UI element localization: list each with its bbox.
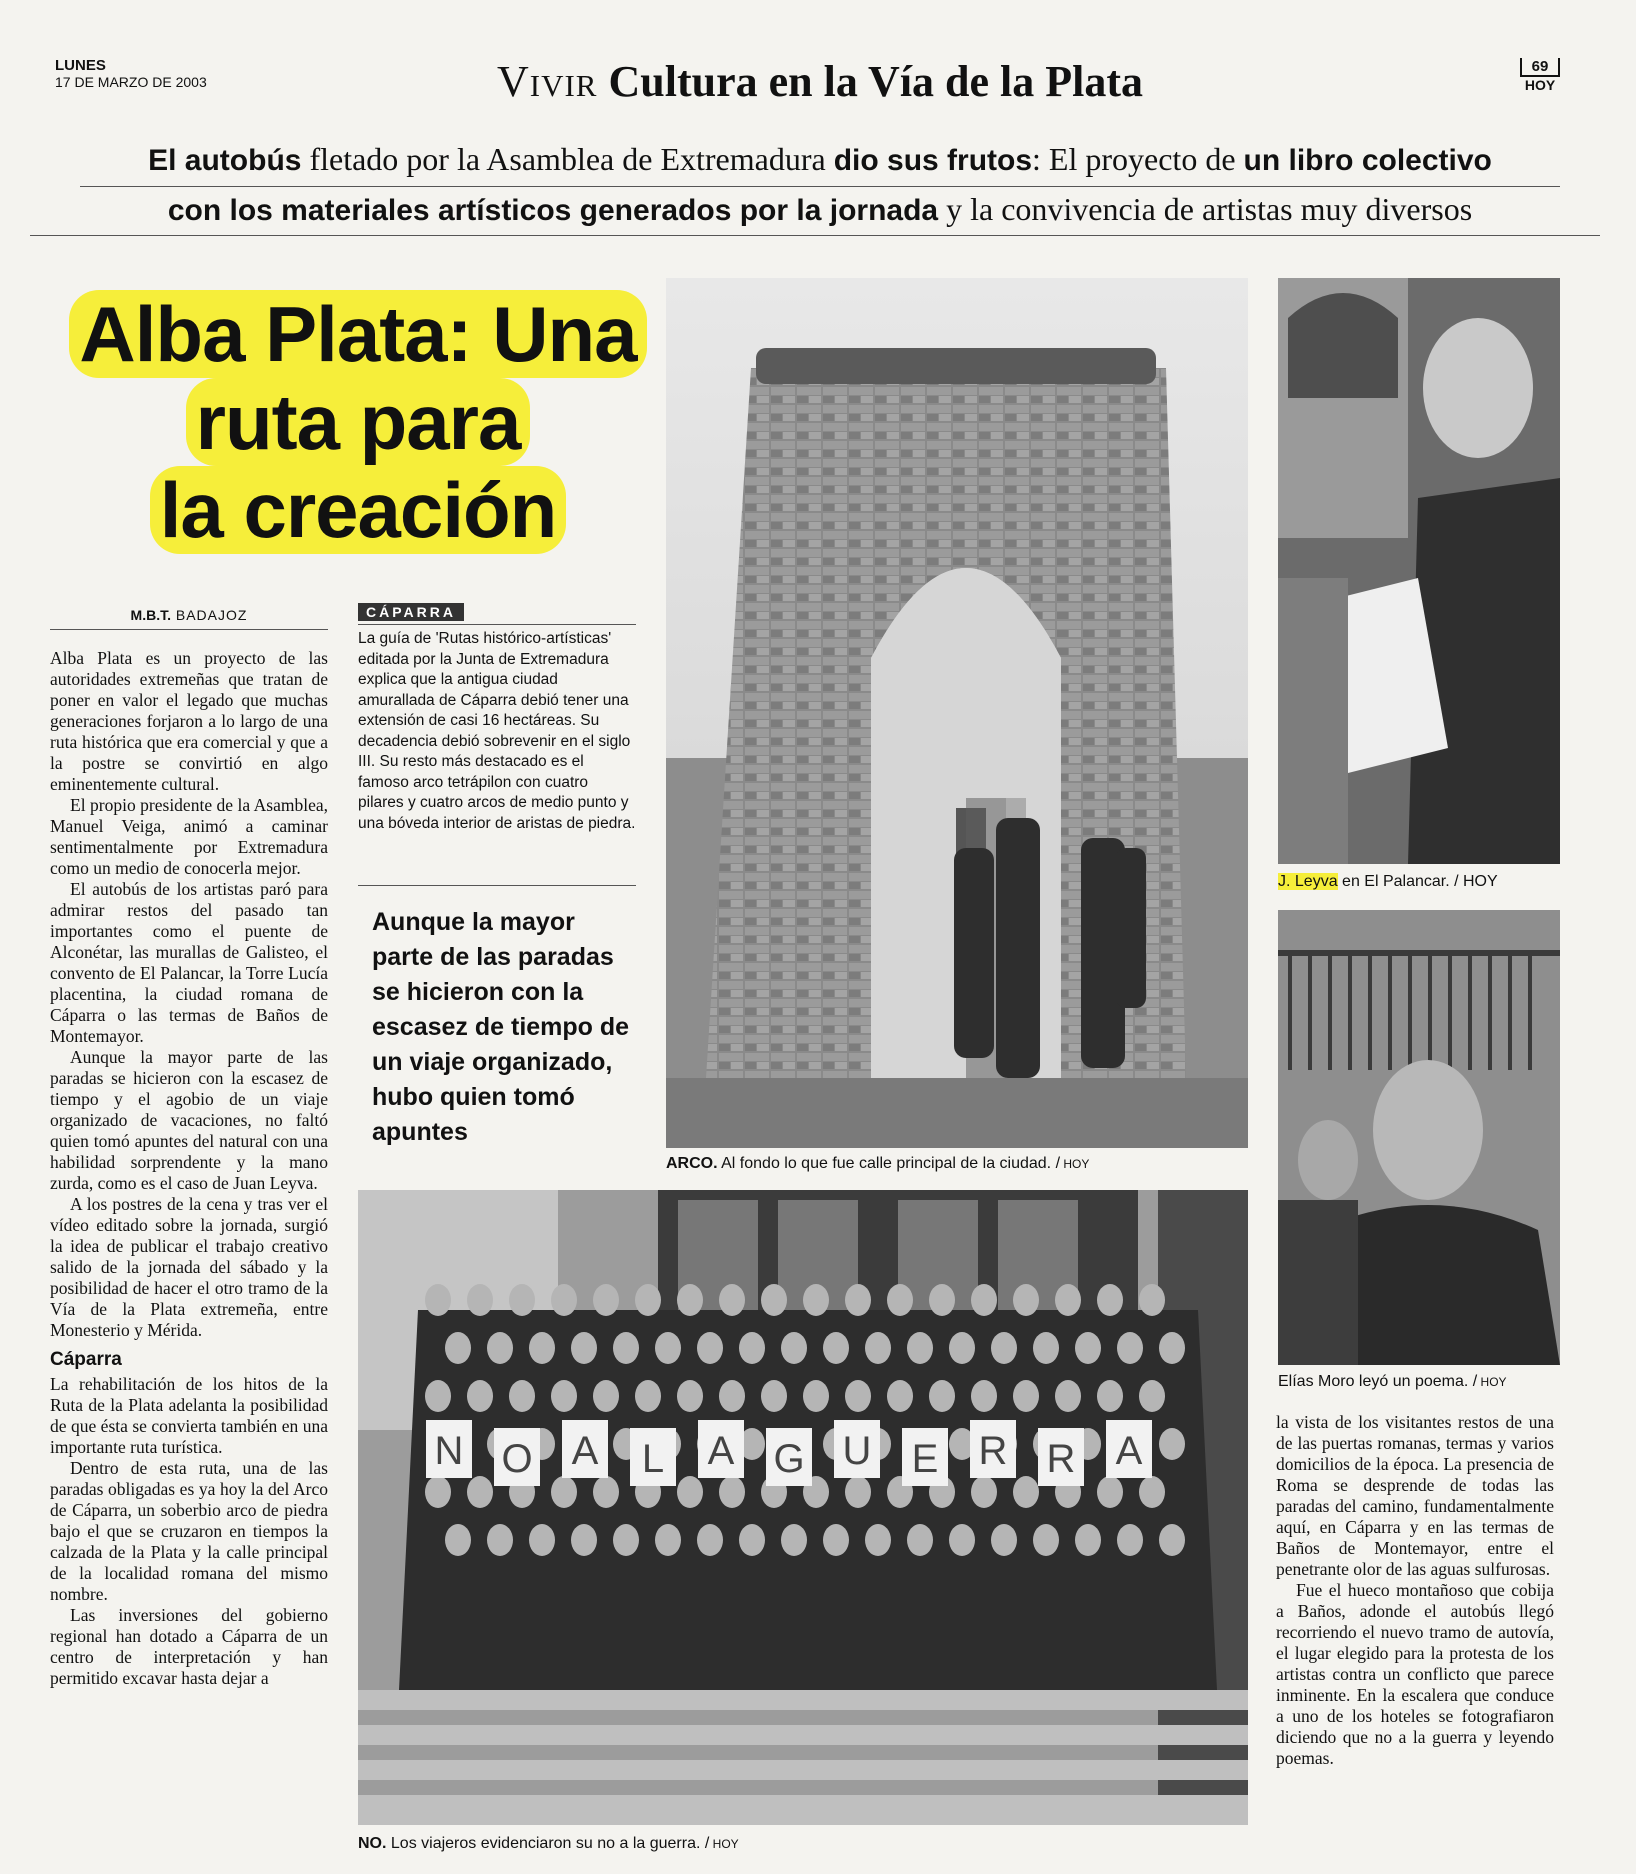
crowd-head [593,1284,619,1316]
protest-sign [834,1420,880,1478]
crowd-head [1033,1332,1059,1364]
crowd-head [1139,1380,1165,1412]
crowd-head [719,1476,745,1508]
crowd-head [949,1332,975,1364]
protest-sign-letter: R [1046,1437,1076,1481]
crowd-head [887,1380,913,1412]
crowd-head [887,1284,913,1316]
crowd-head [1139,1284,1165,1316]
crowd-head [823,1524,849,1556]
caption-leyva [1278,873,1498,891]
masthead-page [1520,58,1560,93]
article-column-1-body [50,648,328,1341]
protest-sign [1106,1420,1152,1478]
sidebar-box [358,603,636,834]
crowd-head [803,1284,829,1316]
byline-rule [50,629,328,630]
article-column-1 [50,648,328,1689]
crowd-head [551,1380,577,1412]
caption-no [358,1835,739,1853]
protest-sign-letter: U [842,1429,872,1473]
article-paragraph: La rehabilitación de los hitos de la Ruta de la Plata adelanta la posibilidad de que ésta se convierta también en una importante ruta turística. [50,1374,328,1457]
crowd-head [971,1476,997,1508]
protest-sign [698,1420,744,1478]
crowd-head [1097,1284,1123,1316]
crowd-head [739,1332,765,1364]
crowd-head [655,1524,681,1556]
article-paragraph: Dentro de esta ruta, una de las paradas obligadas es ya hoy la del Arco de Cáparra, un soberbio arco de piedra bajo el que se cruzaron en tiempos la calzada de la Plata y la calle principal de la localidad romana del mismo nombre. [50,1458,328,1604]
caption-moro-source: HOY [1477,1375,1507,1389]
crowd-head [487,1524,513,1556]
crowd-head [1159,1524,1185,1556]
caption-no-source: HOY [709,1837,739,1851]
crowd-head [781,1332,807,1364]
crowd-head [823,1332,849,1364]
headline-line-3: la creación [150,466,567,554]
crowd-head [509,1284,535,1316]
article-paragraph: la vista de los visitantes restos de una de las puertas romanas, termas y varios domicilios de la época. La presencia de Roma se desprende de todas las paradas del camino, fundamentalmente aquí, en Cáparra y en las termas de Baños de Montemayor, entre el penetrante olor de las aguas sulfurosas. [1276,1412,1554,1579]
crowd-head [593,1380,619,1412]
protest-sign-letter: E [911,1437,939,1481]
masthead-date-text: 17 DE MARZO DE 2003 [55,74,207,90]
protest-sign-letter: A [1115,1429,1143,1473]
crowd-head [845,1284,871,1316]
crowd-head [1013,1284,1039,1316]
protest-sign [426,1420,472,1478]
deck-segment: fletado por la Asamblea de Extremadura [301,141,834,177]
crowd-head [1139,1476,1165,1508]
deck-divider [80,186,1560,187]
byline-place: BADAJOZ [175,607,248,623]
crowd-head [697,1524,723,1556]
headline-line-2: ruta para [186,378,531,466]
crowd-head [1055,1284,1081,1316]
protest-sign-letter: R [978,1429,1008,1473]
crowd-head [1097,1380,1123,1412]
crowd-head [761,1380,787,1412]
crowd-head [677,1284,703,1316]
arch-illustration [666,278,1248,1148]
caption-leyva-name: J. Leyva [1278,873,1338,890]
leyva-photo [1278,278,1560,864]
crowd-head [907,1332,933,1364]
protest-sign [902,1428,948,1486]
deck-segment: un libro colectivo [1243,144,1492,177]
section-name: Vivir [496,57,598,106]
crowd-head [991,1524,1017,1556]
crowd-head [509,1380,535,1412]
crowd-head [551,1284,577,1316]
crowd-head [635,1284,661,1316]
caption-no-text: Los viajeros evidenciaron su no a la guerra. / [386,1835,710,1852]
crowd-head [1117,1332,1143,1364]
deck-line-2 [40,188,1600,232]
deck-segment: : El proyecto de [1032,141,1244,177]
crowd-head [571,1332,597,1364]
crowd-head [425,1380,451,1412]
moro-illustration [1278,910,1560,1365]
crowd-head [529,1524,555,1556]
crowd-head [991,1332,1017,1364]
page-number: 69 [1520,58,1560,77]
crowd-head [1117,1524,1143,1556]
deck-bottom-rule [30,235,1600,236]
protest-sign-letter: A [571,1429,599,1473]
article-column-1-continued [50,1374,328,1689]
crowd-head [971,1284,997,1316]
crowd-head [1013,1380,1039,1412]
crowd-head [467,1284,493,1316]
crowd-head [1159,1332,1185,1364]
sidebar-tag: CÁPARRA [358,603,464,621]
crowd-head [803,1380,829,1412]
crowd-head [635,1380,661,1412]
article-paragraph: Fue el hueco montañoso que cobija a Baños, adonde el autobús llegó recorriendo el nuevo tramo de autovía, el lugar elegido para la protesta de los artistas contra un conflicto que parece inminente. En la escalera que conduce a uno de los hoteles se fotografiaron diciendo que no a la guerra y leyendo poemas. [1276,1580,1554,1768]
crowd-head [845,1380,871,1412]
crowd-head [719,1380,745,1412]
article-paragraph: Alba Plata es un proyecto de las autoridades extremeñas que tratan de poner en valor el legado que muchas generaciones forjaron a lo largo de una ruta histórica que era comercial y que a la postre se convirtió en algo eminentemente cultural. [50,648,328,794]
article-paragraph: Las inversiones del gobierno regional han dotado a Cáparra de un centro de interpretación y han permitido excavar hasta dejar a [50,1605,328,1688]
crowd-head [677,1476,703,1508]
deck-segment: con los materiales artísticos generados por la jornada [167,194,939,227]
crowd-head [613,1332,639,1364]
crowd-head [739,1524,765,1556]
paper-name: HOY [1524,77,1556,93]
crowd-head [907,1524,933,1556]
crowd-head [865,1524,891,1556]
article-paragraph: El propio presidente de la Asamblea, Manuel Veiga, animó a caminar sentimentalmente por Extremadura como un medio de conocerla mejor. [50,795,328,878]
sidebar-rule [358,624,636,625]
protest-sign [630,1428,676,1486]
crowd-head [929,1380,955,1412]
crowd-head [719,1284,745,1316]
protest-sign-letter: O [501,1437,533,1481]
masthead-date [55,58,207,90]
caption-arco-source: HOY [1060,1157,1090,1171]
headline-line-1: Alba Plata: Una [69,290,646,378]
crowd-head [571,1524,597,1556]
crowd-head [425,1284,451,1316]
crowd-head [593,1476,619,1508]
crowd-head [697,1332,723,1364]
protest-sign-letter: N [434,1429,464,1473]
crowd-head [487,1332,513,1364]
crowd-head [677,1380,703,1412]
crowd-head [1013,1476,1039,1508]
deck-segment: El autobús [148,144,302,177]
crowd-head [845,1476,871,1508]
crowd-head [971,1380,997,1412]
crowd-head [781,1524,807,1556]
crowd-head [467,1476,493,1508]
article-column-3 [1276,1412,1554,1769]
pullquote: Aunque la mayor parte de las paradas se hicieron con la escasez de tiempo de un viaje organizado, hubo quien tomó apuntes [372,908,630,1146]
caption-moro [1278,1373,1507,1391]
deck-segment: y la convivencia de artistas muy diversos [938,191,1473,227]
crowd-head [529,1332,555,1364]
masthead-day: LUNES [55,57,106,74]
group-illustration [358,1190,1248,1825]
crowd-head [551,1476,577,1508]
caption-arco [666,1155,1089,1173]
crowd-head [1075,1524,1101,1556]
crowd-head [1159,1428,1185,1460]
crowd-head [655,1332,681,1364]
arch-photo [666,278,1248,1148]
crowd-head [425,1476,451,1508]
crowd-head [1055,1380,1081,1412]
crowd-head [761,1284,787,1316]
caption-leyva-text: en El Palancar. / HOY [1337,873,1498,890]
deck-segment: dio sus frutos [833,144,1033,177]
article-paragraph: A los postres de la cena y tras ver el vídeo editado sobre la jornada, surgió la idea de publicar el trabajo creativo salido de la jornada del sábado y la posibilidad de hacer el otro tramo de la Vía de la Plata extremeña, entre Monesterio y Mérida. [50,1194,328,1340]
protest-sign [1038,1428,1084,1486]
group-photo [358,1190,1248,1825]
article-subhead: Cáparra [50,1349,122,1370]
article-paragraph: El autobús de los artistas paró para admirar restos del pasado tan importantes como el puente de Alconétar, las murallas de Galisteo, el convento de El Palancar, la Torre Lucía placentina, la ciudad romana de Cáparra o las termas de Baños de Montemayor. [50,879,328,1046]
crowd-head [613,1524,639,1556]
crowd-head [445,1524,471,1556]
crowd-head [467,1380,493,1412]
caption-arco-text: Al fondo lo que fue calle principal de la ciudad. / [717,1155,1061,1172]
crowd-head [1097,1476,1123,1508]
headline [48,290,668,554]
crowd-head [1033,1524,1059,1556]
protest-sign [494,1428,540,1486]
protest-sign-letter: L [641,1437,665,1481]
sidebar-text: La guía de 'Rutas histórico-artísticas' editada por la Junta de Extremadura explica que la antigua ciudad amurallada de Cáparra debió tener una extensión de casi 16 hectáreas. Su decadencia debió sobrevenir en el siglo III. Su resto más destacado es el famoso arco tetrápilon con cuatro pilares y cuatro arcos de medio punto y una bóveda interior de aristas de piedra. [358,630,636,832]
crowd-head [929,1284,955,1316]
crowd-head [865,1332,891,1364]
article-column-3-body [1276,1412,1554,1769]
masthead-title [460,56,1180,107]
leyva-illustration [1278,278,1560,864]
pullquote-top-rule [358,885,636,886]
caption-moro-text: Elías Moro leyó un poema. / [1278,1373,1478,1390]
crowd-head [1075,1332,1101,1364]
caption-no-lead: NO. [358,1835,387,1852]
crowd-head [445,1332,471,1364]
protest-sign [766,1428,812,1486]
protest-sign [970,1420,1016,1478]
deck-line-1 [40,138,1600,182]
protest-sign-letter: G [773,1437,805,1481]
article-paragraph: Aunque la mayor parte de las paradas se hicieron con la escasez de tiempo y el agobio de un viaje organizado de vacaciones, no faltó quien tomó apuntes del natural con una habilidad sorprendente y la mano zurda, como es el caso de Juan Leyva. [50,1047,328,1193]
protest-sign [562,1420,608,1478]
crowd-head [949,1524,975,1556]
byline-author: M.B.T. [130,607,171,623]
byline [50,607,328,623]
caption-arco-lead: ARCO. [666,1155,718,1172]
moro-photo [1278,910,1560,1365]
section-title: Cultura en la Vía de la Plata [608,57,1144,106]
protest-sign-letter: A [707,1429,735,1473]
